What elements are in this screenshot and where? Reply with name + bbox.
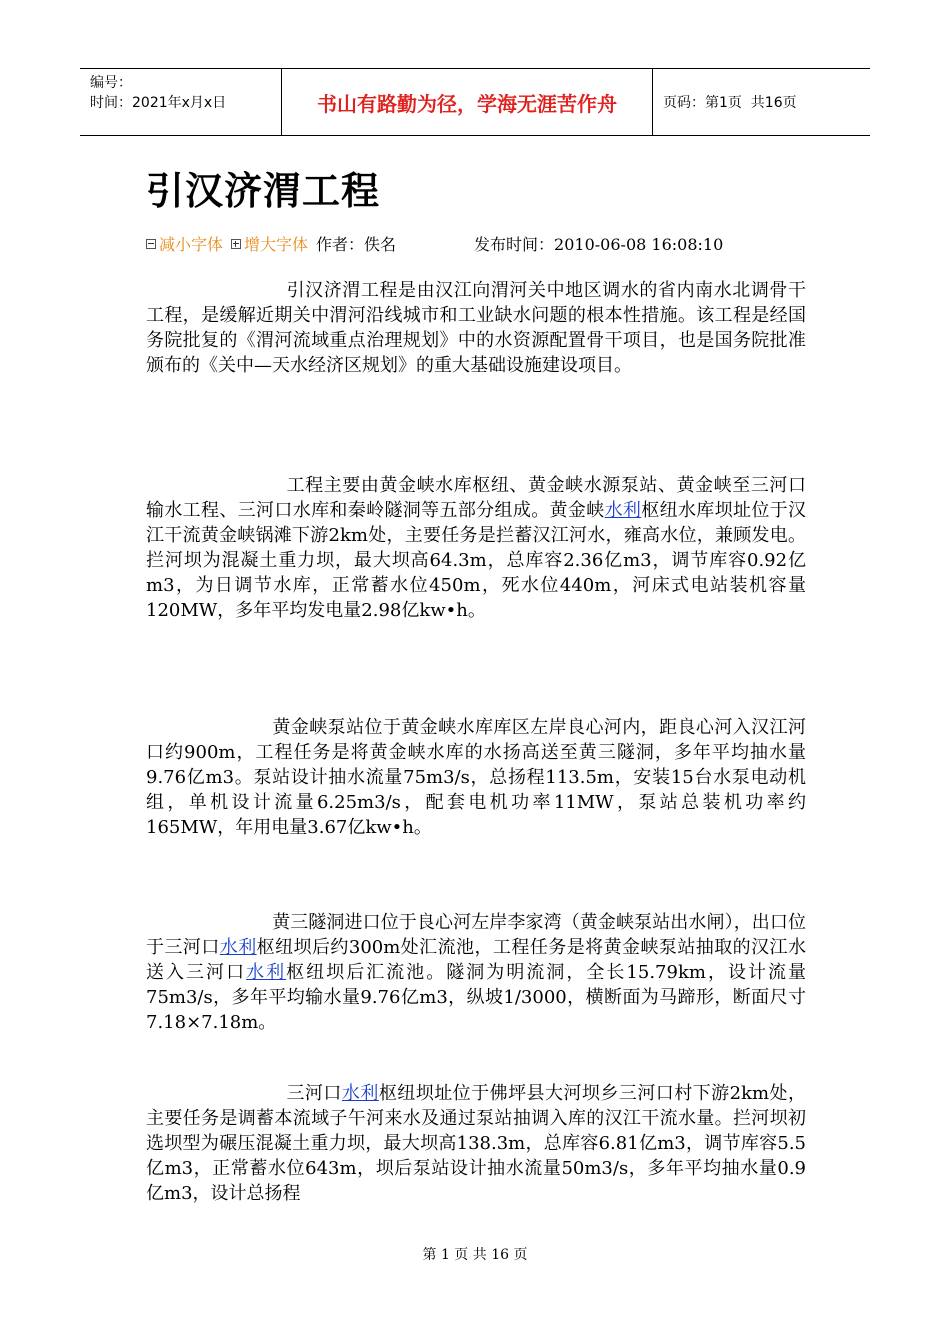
paragraph-5-text-b: 枢纽坝址位于佛坪县大河坝乡三河口村下游2km处，主要任务是调蓄本流域子午河来水及通过泵站抽调入库的汉江干流水量。拦河坝初选坝型为碾压混凝土重力坝，最大坝高138.3m，总库容6.81亿m3，调节库容5.5亿m3，正常蓄水位643m，坝后泵站设计抽水流量50m3/s，多年平均抽水量0.9亿m3，设计总扬程	[146, 1083, 807, 1204]
water-conservancy-link[interactable]: 水利	[219, 937, 257, 958]
paragraph-3-text: 黄金峡泵站位于黄金峡水库库区左岸良心河内，距良心河入汉江河口约900m，工程任务是将黄金峡水库的水扬高送至黄三隧洞，多年平均抽水量9.76亿m3。泵站设计抽水流量75m3/s，总扬程113.5m，安装15台水泵电动机组，单机设计流量6.25m3/s，配套电机功率11MW，泵站总装机功率约165MW，年用电量3.67亿kw•h。	[146, 717, 806, 838]
paragraph-1-text: 引汉济渭工程是由汉江向渭河关中地区调水的省内南水北调骨干工程，是缓解近期关中渭河沿线城市和工业缺水问题的根本性措施。该工程是经国务院批复的《渭河流域重点治理规划》中的水资源配置骨干项目，也是国务院批准颁布的《关中—天水经济区规划》的重大基础设施建设项目。	[146, 280, 806, 376]
page-info: 页码：第1页 共16页	[663, 95, 797, 111]
header-left-cell	[80, 69, 282, 135]
water-conservancy-link[interactable]: 水利	[341, 1083, 379, 1104]
author-label: 作者：佚名	[316, 235, 397, 254]
decrease-font-link[interactable]: 减小字体	[159, 235, 224, 254]
paragraph-2-text-b: 枢纽水库坝址位于汉江干流黄金峡锅滩下游2km处，主要任务是拦蓄汉江河水，雍高水位，兼顾发电。拦河坝为混凝土重力坝，最大坝高64.3m，总库容2.36亿m3，调节库容0.92亿m3，为日调节水库，正常蓄水位450m，死水位440m，河床式电站装机容量120MW，多年平均发电量2.98亿kw•h。	[146, 500, 807, 621]
publish-time: 发布时间：2010-06-08 16:08:10	[474, 235, 724, 254]
document-header	[80, 68, 870, 136]
increase-font-link[interactable]: 增大字体	[244, 235, 309, 254]
paragraph-3	[146, 715, 806, 840]
doc-number-label: 编号：	[90, 75, 132, 91]
paragraph-5	[146, 1081, 806, 1206]
page-footer: 第 1 页 共 16 页	[422, 1247, 528, 1263]
article-meta	[146, 232, 806, 255]
water-conservancy-link[interactable]: 水利	[604, 500, 642, 521]
doc-time-label: 时间：2021年x月x日	[90, 95, 227, 111]
header-page-info-cell	[653, 69, 870, 135]
paragraph-4-text-a: 黄三隧洞进口位于良心河左岸李家湾（黄金峡泵站出水闸），出口位于三河口	[146, 912, 806, 958]
water-conservancy-link[interactable]: 水利	[246, 962, 287, 983]
article-title: 引汉济渭工程	[146, 169, 381, 213]
paragraph-2-text-a: 工程主要由黄金峡水库枢纽、黄金峡水源泵站、黄金峡至三河口输水工程、三河口水库和秦岭隧洞等五部分组成。黄金峡	[146, 475, 806, 521]
minus-box-icon[interactable]	[146, 239, 156, 249]
paragraph-4	[146, 910, 806, 1035]
paragraph-1	[146, 278, 806, 378]
paragraph-4-text-c: 枢纽坝后汇流池。隧洞为明流洞，全长15.79km，设计流量75m3/s，多年平均输水量9.76亿m3，纵坡1/3000，横断面为马蹄形，断面尺寸7.18×7.18m。	[146, 962, 807, 1033]
header-motto: 书山有路勤为径，学海无涯苦作舟	[282, 69, 653, 135]
paragraph-2	[146, 473, 806, 623]
paragraph-5-text-a: 三河口	[286, 1083, 342, 1104]
paragraph-4-text-b: 枢纽坝后约300m处汇流池，工程任务是将黄金峡泵站抽取的汉江水送入三河口	[146, 937, 806, 983]
plus-box-icon[interactable]	[231, 239, 241, 249]
